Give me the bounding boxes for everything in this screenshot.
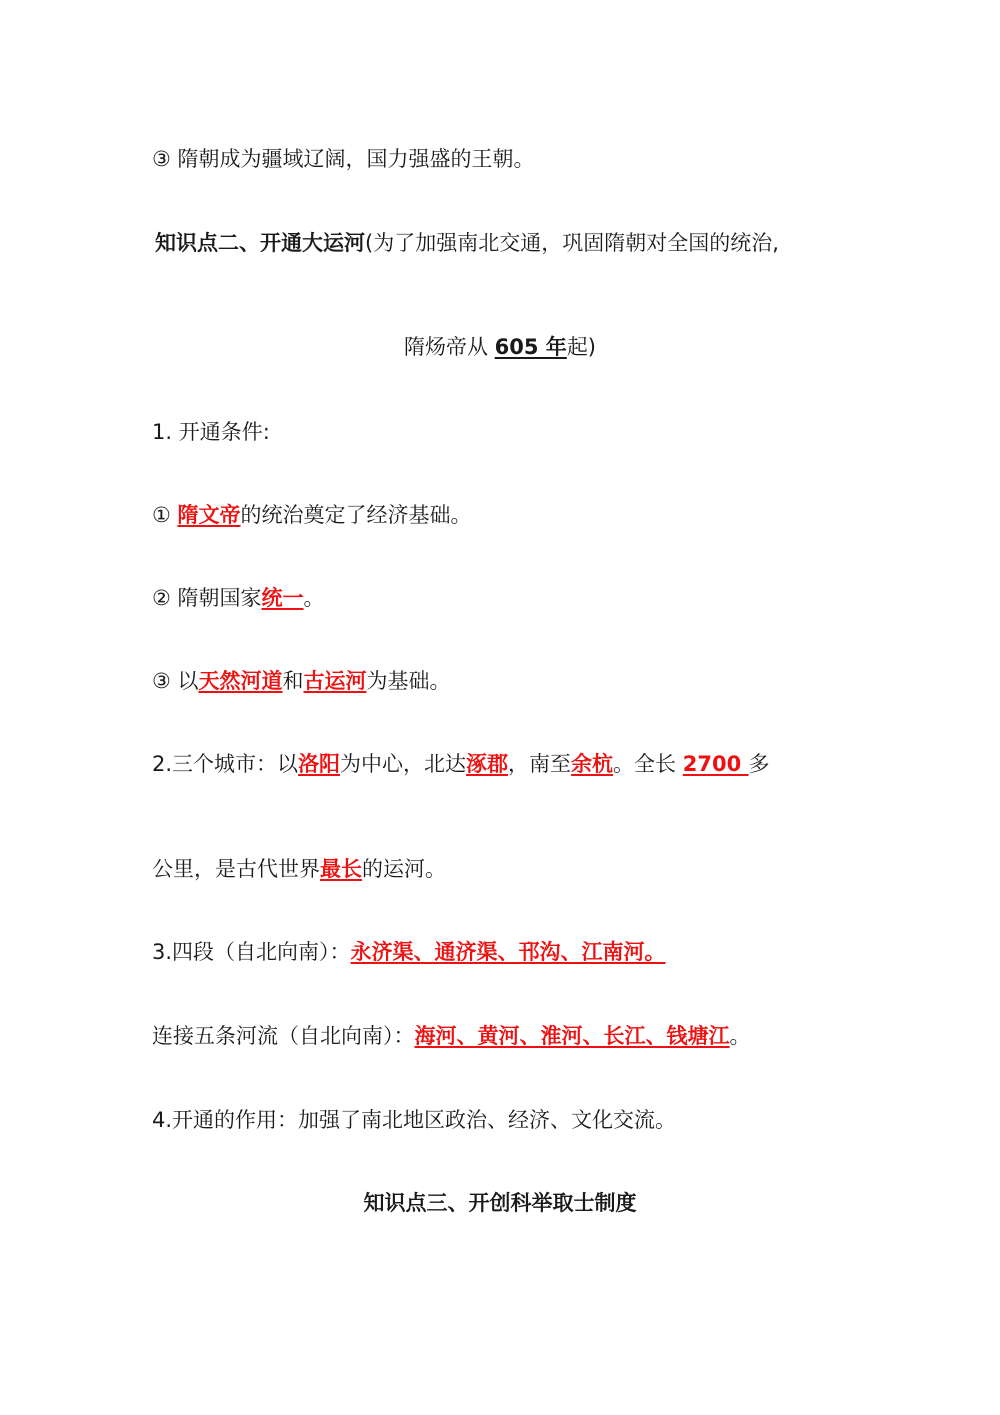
keyword-red: 永济渠、通济渠、邗沟、江南河。 <box>350 940 666 964</box>
keyword-red: 古运河 <box>303 669 367 693</box>
keyword-red: 余杭 <box>571 752 614 776</box>
keyword-red: 天然河道 <box>198 669 283 693</box>
year-605: 605 年 <box>494 335 567 359</box>
keyword-red: 洛阳 <box>298 752 341 776</box>
section-3-rivers: 连接五条河流（自北向南）：海河、黄河、淮河、长江、钱塘江。 <box>152 1024 751 1048</box>
keyword-red: 2700 <box>682 752 749 776</box>
section-3-segments: 3.四段（自北向南）：永济渠、通济渠、邗沟、江南河。 <box>152 940 666 964</box>
keyword-red: 海河、黄河、淮河、长江、钱塘江 <box>414 1024 730 1048</box>
section-2-continuation: 公里，是古代世界最长的运河。 <box>152 857 446 881</box>
keyword-red: 统一 <box>261 586 304 610</box>
keyword-red: 最长 <box>320 857 362 881</box>
paragraph-sui-territory: ③ 隋朝成为疆域辽阔，国力强盛的王朝。 <box>152 147 535 171</box>
keyword-red: 涿郡 <box>466 752 509 776</box>
heading-rest: (为了加强南北交通，巩固隋朝对全国的统治, <box>365 231 779 255</box>
section-4-effects: 4.开通的作用：加强了南北地区政治、经济、文化交流。 <box>152 1108 677 1132</box>
keyword-red: 隋文帝 <box>177 503 241 527</box>
condition-1: ① 隋文帝的统治奠定了经济基础。 <box>152 503 472 527</box>
condition-2: ② 隋朝国家统一。 <box>152 586 325 610</box>
heading-continuation: 隋炀帝从 605 年起) <box>403 335 597 359</box>
heading-knowledge-point-two <box>155 228 779 258</box>
heading-knowledge-point-three: 知识点三、开创科举取士制度 <box>363 1191 637 1215</box>
heading-bold: 知识点二、开通大运河 <box>155 231 365 255</box>
condition-3: ③ 以天然河道和古运河为基础。 <box>152 669 451 693</box>
section-2-cities: 2.三个城市：以洛阳为中心，北达涿郡，南至余杭。全长 2700 多 <box>152 752 770 776</box>
section-1-title: 1. 开通条件: <box>152 420 270 444</box>
